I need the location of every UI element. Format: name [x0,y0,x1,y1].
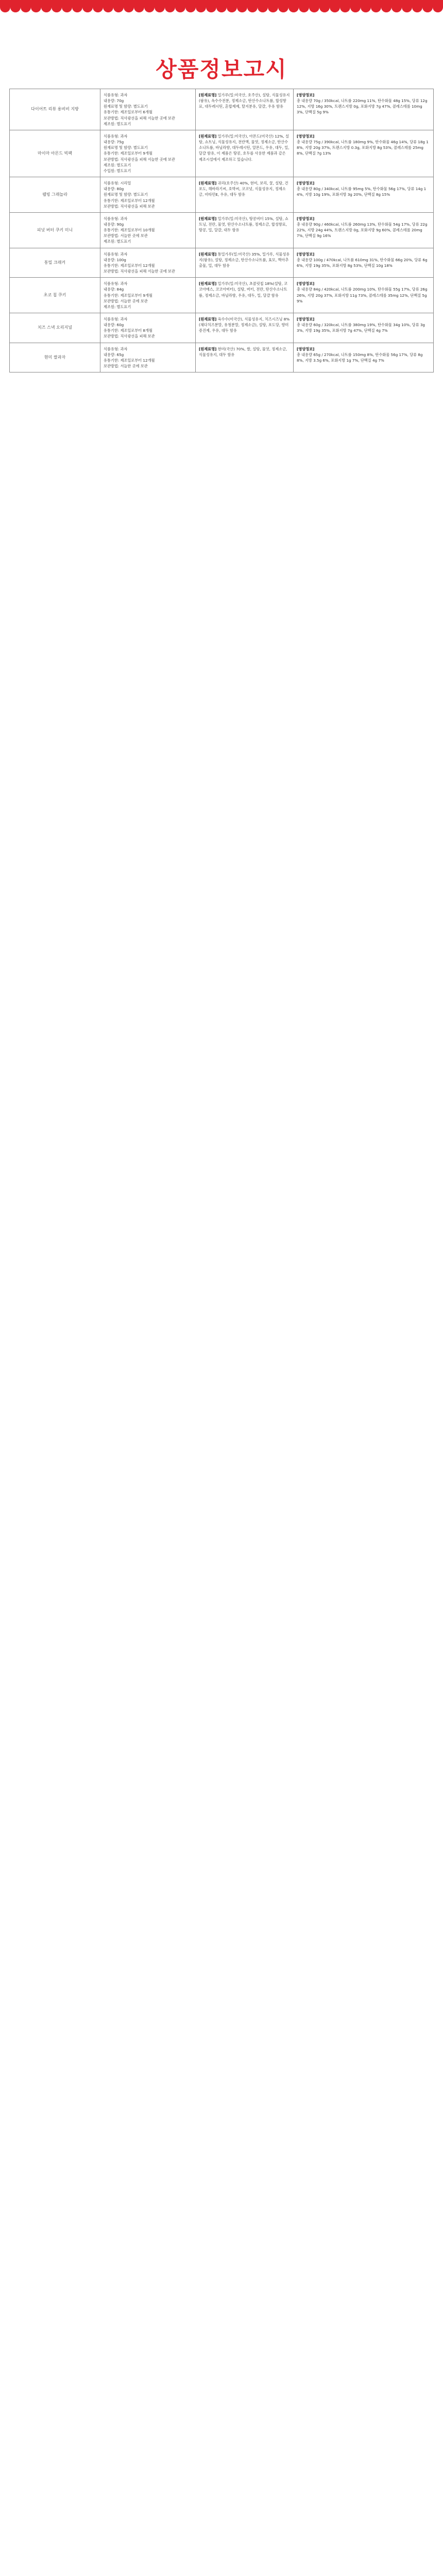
scallop-border [0,0,443,18]
nutrition-text: 총 내용량 84g / 420kcal, 나트륨 200mg 10%, 탄수화물 55g 17%, 당류 26g 26%, 지방 20g 37%, 포화지방 11g 73%, 콜레스테롤 35mg 12%, 단백질 5g 9% [297,287,428,303]
nutrition-cell [294,130,434,177]
ingredients-heading: [원재료명] [199,93,217,97]
ingredients-text: 밀가루(밀:미국산), 땅콩버터 15%, 설탕, 쇼트닝, 전란, 물엿, 탄산수소나트륨, 정제소금, 합성향료, 땅콩, 밀, 달걀, 대두 함유 [199,216,288,233]
product-spec: 식품유형: 과자 내용량: 84g 유통기한: 제조일로부터 9개월 보관방법: 서늘한 곳에 보관 제조원: 별도표기 [100,278,196,313]
ingredients-text: 밀가루(밀:미국산), 초콜릿칩 18%(설탕, 코코아매스, 코코아버터), 설탕, 버터, 전란, 탄산수소나트륨, 정제소금, 바닐라향, 우유, 대두, 밀, 달걀 함유 [199,281,288,298]
nutrition-text: 총 내용량 100g / 470kcal, 나트륨 610mg 31%, 탄수화물 66g 20%, 당류 6g 6%, 지방 19g 35%, 포화지방 8g 53%, 단백질 10g 18% [297,257,428,268]
nutrition-text: 총 내용량 65g / 270kcal, 나트륨 150mg 8%, 탄수화물 56g 17%, 당류 8g 8%, 지방 3.5g 6%, 포화지방 1g 7%, 단백질 4g 7% [297,352,423,363]
table-row [10,212,434,248]
ingredients-heading: [원재료명] [199,346,217,351]
ingredients-heading: [원재료명] [199,281,217,286]
ingredients-text: 귀리(호주산) 40%, 현미, 보리, 꿀, 설탕, 건포도, 해바라기씨, 호박씨, 코코넛, 식물성유지, 정제소금, 비타민E, 우유, 대두 함유 [199,181,288,197]
nutrition-cell [294,212,434,248]
nutrition-cell [294,278,434,313]
ingredients-cell [196,313,294,343]
ingredients-text: 옥수수(미국산), 식물성유지, 치즈시즈닝 8%(체다치즈분말, 유청분말, 정제소금), 설탕, 포도당, 향미증진제, 우유, 대두 함유 [199,317,290,333]
ingredients-cell [196,89,294,130]
nutrition-heading: [영양정보] [297,251,315,257]
ingredients-text: 통밀가루(밀:미국산) 35%, 밀가루, 식물성유지(팜유), 설탕, 정제소금, 탄산수소나트륨, 효모, 맥아추출물, 밀, 대두 함유 [199,251,290,268]
nutrition-heading: [영양정보] [297,181,315,186]
product-name: 초코 칩 쿠키 [10,278,100,313]
product-name: 치즈 스낵 오리지널 [10,313,100,343]
ingredients-heading: [원재료명] [199,133,217,139]
ingredients-cell [196,248,294,278]
nutrition-heading: [영양정보] [297,346,315,351]
nutrition-heading: [영양정보] [297,133,315,139]
table-row [10,130,434,177]
nutrition-cell [294,177,434,213]
nutrition-text: 총 내용량 90g / 460kcal, 나트륨 260mg 13%, 탄수화물 54g 17%, 당류 22g 22%, 지방 24g 44%, 트랜스지방 0g, 포화지방 9g 60%, 콜레스테롤 20mg 7%, 단백질 9g 16% [297,222,428,239]
nutrition-text: 총 내용량 70g / 350kcal, 나트륨 220mg 11%, 탄수화물 48g 15%, 당류 12g 12%, 지방 16g 30%, 트랜스지방 0g, 포화지방 7g 47%, 콜레스테롤 10mg 3%, 단백질 5g 9% [297,98,428,115]
table-row [10,313,434,343]
product-name: 현미 쌀과자 [10,343,100,372]
product-name: 다이어트 리뷰 용비비 지방 [10,89,100,130]
product-spec: 식품유형: 과자 내용량: 60g 유통기한: 제조일로부터 8개월 보관방법: 직사광선을 피해 보관 [100,313,196,343]
table-row [10,89,434,130]
header-band [0,0,443,46]
product-name: 마이마 아몬드 빅팩 [10,130,100,177]
ingredients-heading: [원재료명] [199,216,217,221]
product-spec: 식품유형: 시리얼 내용량: 80g 원재료명 및 함량: 별도표기 유통기한: 제조일로부터 12개월 보관방법: 직사광선을 피해 보관 [100,177,196,213]
product-name: 웰빙 그래놀라 [10,177,100,213]
ingredients-cell [196,212,294,248]
ingredients-cell [196,278,294,313]
ingredients-cell [196,177,294,213]
product-spec: 식품유형: 과자 내용량: 90g 유통기한: 제조일로부터 10개월 보관방법: 서늘한 곳에 보관 제조원: 별도표기 [100,212,196,248]
ingredients-cell [196,343,294,372]
ingredients-text: 현미(국산) 70%, 쌀, 설탕, 물엿, 정제소금, 식물성유지, 대두 함유 [199,346,287,357]
product-name: 통밀 크래커 [10,248,100,278]
product-spec: 식품유형: 과자 내용량: 100g 유통기한: 제조일로부터 12개월 보관방법: 직사광선을 피해 서늘한 곳에 보관 [100,248,196,278]
nutrition-text: 총 내용량 75g / 390kcal, 나트륨 180mg 9%, 탄수화물 46g 14%, 당류 18g 18%, 지방 20g 37%, 트랜스지방 0.3g, 포화지방 8g 53%, 콜레스테롤 25mg 8%, 단백질 7g 13% [297,140,429,156]
ingredients-heading: [원재료명] [199,317,217,321]
nutrition-text: 총 내용량 80g / 340kcal, 나트륨 95mg 5%, 탄수화물 56g 17%, 당류 14g 14%, 지방 10g 19%, 포화지방 3g 20%, 단백질 8g 15% [297,187,427,197]
product-name: 피넛 버터 쿠키 미니 [10,212,100,248]
ingredients-cell [196,130,294,177]
table-row [10,177,434,213]
nutrition-heading: [영양정보] [297,93,315,97]
table-row [10,343,434,372]
nutrition-cell [294,89,434,130]
nutrition-cell [294,248,434,278]
product-spec: 식품유형: 과자 내용량: 70g 원재료명 및 함량: 별도표기 유통기한: 제조일로부터 6개월 보관방법: 직사광선을 피해 서늘한 곳에 보관 제조원: 별도표기 [100,89,196,130]
ingredients-text: 밀가루(밀:미국산), 아몬드(미국산) 12%, 설탕, 쇼트닝, 식물성유지, 전란액, 물엿, 정제소금, 탄산수소나트륨, 바닐라향, 대두레시틴, 알몬드, 우유, 대두, 밀, 달걀 함유, 이 제품은 땅콩, 호두를 사용한 제품과 같은 제조시설에서 제조하고 있습니다. [199,133,289,162]
ingredients-heading: [원재료명] [199,181,217,186]
product-info-table-wrap [0,89,443,383]
nutrition-text: 총 내용량 60g / 320kcal, 나트륨 380mg 19%, 탄수화물 34g 10%, 당류 3g 3%, 지방 19g 35%, 포화지방 7g 47%, 단백질 4g 7% [297,323,425,333]
page-title: 상품정보고시 [156,57,287,82]
product-info-table [9,89,434,372]
nutrition-cell [294,313,434,343]
product-spec: 식품유형: 과자 내용량: 65g 유통기한: 제조일로부터 12개월 보관방법: 서늘한 곳에 보관 [100,343,196,372]
table-row [10,278,434,313]
nutrition-heading: [영양정보] [297,317,315,321]
nutrition-heading: [영양정보] [297,281,315,286]
nutrition-cell [294,343,434,372]
ingredients-text: 밀가루(밀:미국산, 호주산), 설탕, 식물성유지(팜유), 옥수수전분, 정제소금, 탄산수소나트륨, 합성향료, 대두레시틴, 혼합제제, 탈지분유, 달걀, 우유 함유 [199,93,290,109]
table-row [10,248,434,278]
ingredients-heading: [원재료명] [199,251,217,257]
product-spec: 식품유형: 과자 내용량: 75g 원재료명 및 함량: 별도표기 유통기한: 제조일로부터 9개월 보관방법: 직사광선을 피해 서늘한 곳에 보관 제조원: 별도표기 수입원: 별도표기 [100,130,196,177]
nutrition-heading: [영양정보] [297,216,315,221]
